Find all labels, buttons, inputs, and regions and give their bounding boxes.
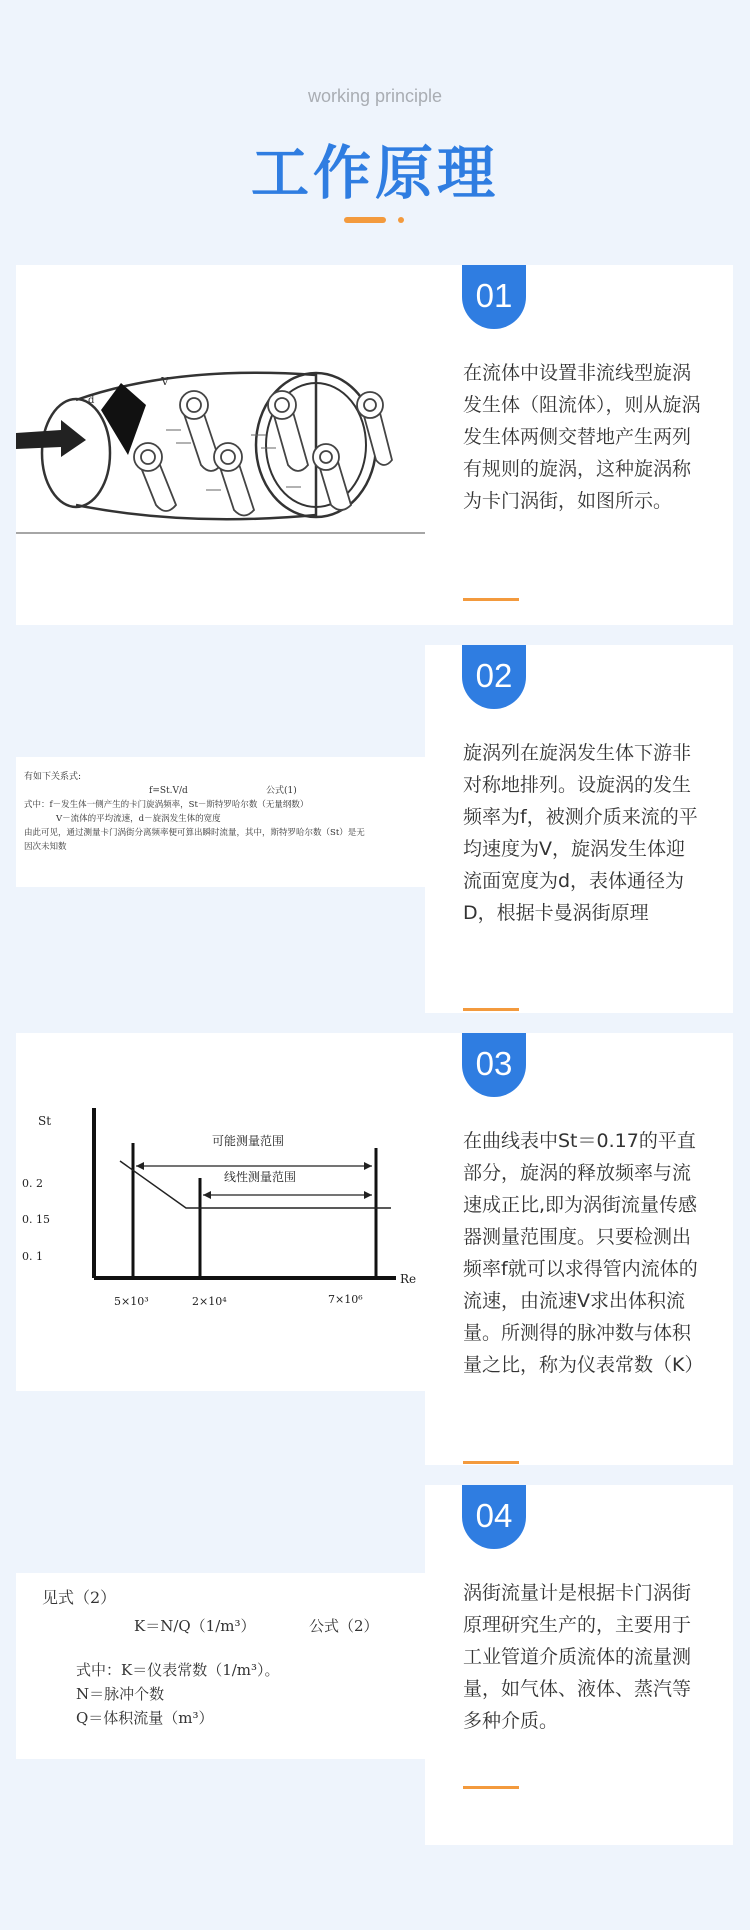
card-01 [425, 265, 733, 625]
formula-2-note-2: N＝脉冲个数 [76, 1685, 165, 1703]
formula-1-note-2: V－流体的平均流速，d－旋涡发生体的宽度 [56, 814, 221, 824]
formula-1-note-1: 式中：f－发生体一侧产生的卡门旋涡频率，St－斯特罗哈尔数（无量纲数） [24, 800, 309, 810]
formula-2-note-1: 式中：K＝仪表常数（1/m³）。 [76, 1661, 280, 1679]
title-decoration [344, 217, 406, 223]
vortex-street-pipe-diagram-icon [16, 265, 425, 625]
y-tick-0.2: 0. 2 [22, 1177, 43, 1190]
accent-line [463, 1786, 519, 1789]
decoration-bar [344, 217, 386, 223]
x-tick-7e6: 7×10⁶ [328, 1293, 363, 1306]
decoration-dot [398, 217, 404, 223]
step-text: 涡街流量计是根据卡门涡街原理研究生产的，主要用于工业管道介质流体的流量测量，如气体、液体、蒸汽等多种介质。 [463, 1582, 692, 1732]
section-02 [0, 645, 750, 1013]
formula-2: K＝N/Q（1/m³） [134, 1617, 256, 1635]
figure-formula-1 [16, 757, 425, 887]
page-subtitle: working principle [307, 86, 443, 106]
accent-line [463, 598, 519, 601]
formula-2-tag: 公式（2） [309, 1617, 379, 1635]
formula-1-tag: 公式(1) [266, 786, 297, 796]
step-badge: 02 [462, 645, 526, 709]
formula-1: f=St.V/d [149, 786, 188, 796]
step-text: 旋涡列在旋涡发生体下游非对称地排列。设旋涡的发生频率为f，被测介质来流的平均速度为V，旋涡发生体迎流面宽度为d，表体通径为D，根据卡曼涡街原理 [463, 742, 698, 924]
st-curve [120, 1161, 391, 1208]
x-axis-label: Re [400, 1272, 417, 1286]
figure-vortex-street [16, 265, 425, 625]
figure-st-re-curve [16, 1033, 425, 1391]
x-tick-2e4: 2×10⁴ [192, 1295, 227, 1308]
formula-1-note-4: 因次未知数 [24, 842, 67, 852]
card-04 [425, 1485, 733, 1845]
card-03 [425, 1033, 733, 1465]
accent-line [463, 1008, 519, 1011]
formula-1-text [16, 757, 425, 887]
formula-2-intro: 见式（2） [42, 1588, 117, 1607]
label-v: V [161, 375, 169, 388]
y-axis-label: St [38, 1114, 52, 1128]
range-linear-label: 线性测量范围 [224, 1170, 297, 1184]
label-d: d [88, 395, 95, 406]
range-possible-label: 可能测量范围 [212, 1134, 285, 1148]
formula-1-note-3: 由此可见，通过测量卡门涡街分离频率便可算出瞬时流量，其中，斯特罗哈尔数（St）是无 [24, 828, 365, 838]
section-04 [0, 1485, 750, 1845]
figure-formula-2 [16, 1573, 425, 1759]
page-header [0, 0, 750, 260]
step-badge: 01 [462, 265, 526, 329]
formula-2-text [16, 1573, 425, 1759]
section-03 [0, 1033, 750, 1465]
y-tick-0.1: 0. 1 [22, 1250, 43, 1263]
formula-intro: 有如下关系式: [24, 772, 82, 782]
x-tick-5e3: 5×10³ [114, 1295, 149, 1308]
y-tick-0.15: 0. 15 [22, 1213, 50, 1226]
formula-2-note-3: Q＝体积流量（m³） [76, 1709, 214, 1727]
step-badge: 03 [462, 1033, 526, 1097]
st-re-curve-chart [16, 1033, 425, 1391]
step-badge: 04 [462, 1485, 526, 1549]
page-title: 工作原理 [250, 139, 499, 207]
step-text: 在曲线表中St＝0.17的平直部分，旋涡的释放频率与流速成正比,即为涡街流量传感器测量范围度。只要检测出频率f就可以求得管内流体的流速，由流速V求出体积流量。所测得的脉冲数与体积量之比，称为仪表常数（K） [463, 1130, 704, 1376]
card-02 [425, 645, 733, 1013]
accent-line [463, 1461, 519, 1464]
step-text: 在流体中设置非流线型旋涡发生体（阻流体），则从旋涡发生体两侧交替地产生两列有规则的旋涡，这种旋涡称为卡门涡街，如图所示。 [463, 362, 701, 512]
section-01 [0, 265, 750, 625]
